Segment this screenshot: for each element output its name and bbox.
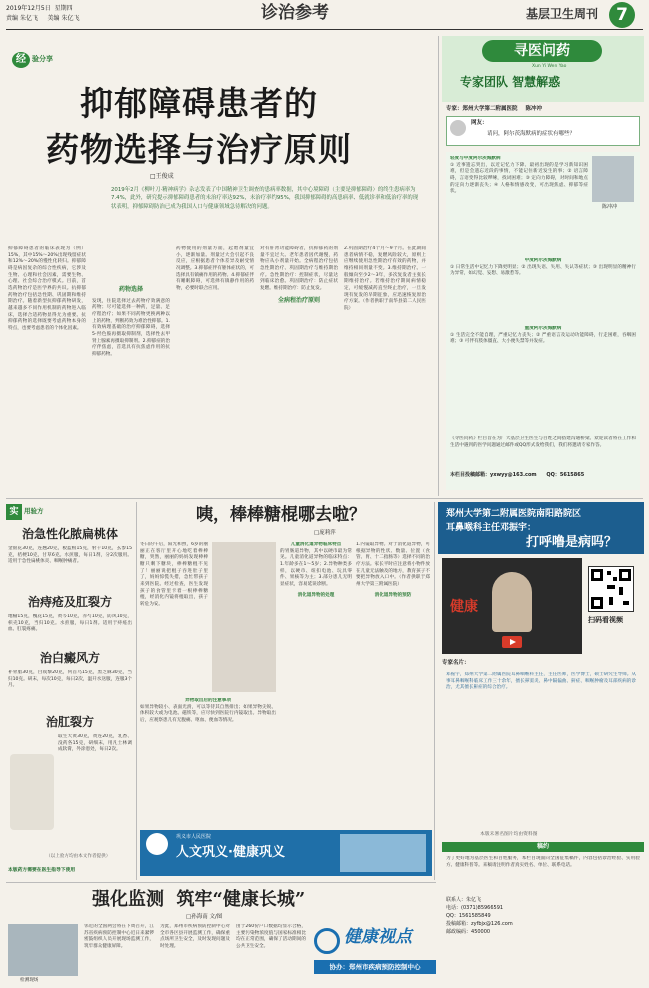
lollipop-col-3-text: 如果异物较小、表面光滑，可以等待其自然排出；如果异物尖锐、体积较大或为电池、磁铁等，应尽快到医院行内镜取出。异物取出后，应观察患儿有无腹痛、呕血、便血等情况。 [140, 704, 276, 723]
lollipop-col-2 [280, 542, 352, 822]
monitoring-col-3: 由于260份户口数据均显示合格，主要污染物浓度值与国家标准相比均在正常范围，确保了活动期间的公共卫生安全。 [236, 924, 306, 949]
ad-question: 打呼噜是病吗？ [526, 535, 618, 550]
mid-rule [6, 498, 643, 499]
qa-note: 《寻医问药》栏目旨在为广大基层卫生医生与百姓之间搭建沟通桥梁。欢迎读者将在工作和生活中遇到的医学问题通过邮件或QQ形式发给我们，我们将邀请专家作答。 [450, 436, 636, 448]
qa-answer-2 [450, 258, 636, 318]
qa-section [442, 36, 644, 498]
lead-intro: 2019年2月《柳叶刀·精神病学》杂志发表了中国精神卫生调查的患病率数据，其中心境障碍（主要是抑郁障碍）的终生患病率为7.4%，此外，研究提示抑郁障碍患者的未治疗率达92%，未治疗率约95%，我国抑郁障碍的高患病率、低就诊率和低治疗率的现状表明，抑郁障碍防治已成为我国人口与健康领域急待解决的问题。 [111, 187, 419, 210]
qa-question-box [446, 116, 640, 146]
lollipop-col-2-text: 的胃肠道异物，其中以硬币最为常见。儿童消化道异物的临床特点：1.年龄多在1～5岁；2.异物种类多样，以硬币、纽扣电池、玩具零件、果核等为主；3.部分患儿无明显症状，容易延误诊断。 [280, 548, 352, 587]
remedy-text-4: 取生大黄30克，黄连20克，乳香、没药各15克，研细末，用凡士林调成软膏，外涂患处，每日2次。 [58, 734, 132, 753]
lead-col-4 [260, 246, 338, 498]
lead-subhead-drug: 药物选择 [118, 286, 143, 293]
lollipop-subhead-4: 消化道异物的预防 [374, 592, 412, 598]
qa-expert [446, 106, 542, 113]
qa-answer-text: ① 近事遗忘突出，以近记忆力下降、最初出现的是学习新知识困难，但是会遗忘近段的事情，不能记住新近发生的事；② 语言障碍，言语变得比较啰嗦，找词困难；③ 定向力障碍，对时间和地点的定向力逐渐丧失；④ 人格和情感改变，可出现焦虑、抑郁等症状。 [450, 162, 588, 195]
play-icon[interactable] [502, 636, 522, 648]
qa-answer-3 [450, 326, 636, 386]
monitoring-article [6, 884, 438, 986]
monitoring-col-1: 邻近的全国两会将在下周召开，江苏省疾病预防控制中心近日来紧锣密鼓组织人员开展现场监测工作，筑牢群众健康屏障。 [84, 924, 154, 949]
submission-qq: 1561585849 [458, 913, 491, 919]
qa-brand-en: Xun Yi Wen Yao [532, 64, 567, 69]
ad-bottom-note: 本版未署名图片均由资料图 [480, 832, 538, 837]
qa-late-text: ① 生活完全不能自理，严重记忆力丧失；② 严重语言及运动功能障碍，行走困难，吞咽困难；③ 可伴有肢体僵直、大小便失禁等并发症。 [450, 332, 636, 345]
lead-article [6, 36, 436, 496]
lollipop-article [140, 502, 432, 830]
qa-severe-text: ① 日常生活中记忆力下降更明显；② 出现失语、失用、失认等症状；③ 出现明显的精神行为异常，如幻觉、妄想、易激惹等。 [450, 264, 636, 277]
qa-late-title: 重度阿尔茨海默病 [524, 326, 562, 331]
expert-photo-caption: 陈冲冲 [602, 204, 618, 210]
monitoring-col-2: 为此，郑州市疾病预防控制中心对全市各区县开展监测工作，确保重点场所卫生安全，及时发现问题及时处理。 [160, 924, 230, 949]
banner-photo [340, 834, 426, 872]
cdc-logo-icon [314, 928, 340, 954]
ad-hospital: 郑州大学第二附属医院南阳路院区 [446, 509, 582, 519]
submission-contacts [446, 896, 513, 936]
col-divider-2 [136, 502, 137, 880]
qq-row [446, 912, 513, 920]
doctor-portrait [492, 572, 532, 632]
lollipop-author: □庞莉萍 [314, 530, 336, 536]
paper-title: 基层卫生周刊 [526, 7, 599, 21]
email-row [446, 920, 513, 928]
lead-title-line1: 抑郁障碍患者的 [80, 84, 318, 123]
submission-text: 为了更好地为基层医生和百姓服务，本栏目现面向全国征集稿件，内容包括诊治经验、实用验方、健康科普等。来稿请注明作者真实姓名、单位、联系电话。 [446, 856, 640, 868]
monitoring-author: □孙海南 文/图 [186, 914, 223, 920]
qa-contact [450, 472, 636, 479]
cdc-sub: 协办：郑州市疾病预防控制中心 [314, 960, 436, 974]
qa-answer-heading: 轻度与中度阿尔茨海默病 [450, 156, 501, 161]
lead-tag-rest: 验分享 [32, 55, 53, 63]
lead-col-1: 抑郁障碍患者的临床表现为（例）15%，其中15%～20%出现残留症状和12%～20%的慢性化转归。抑郁障碍是病因复杂的综合性疾病，它涉及生物、心理和社会因素，需要生物、心理、社会综合治疗模式。目前，首选药物治疗是医学界的共识。抗抑郁药物治疗包括急性期、巩固期和维持期治疗。随着新型抗抑郁药物研发，越来越多不同作用机制的药物进入临床，选择合适药物显得尤为重要。抗抑郁药物的选择既要考虑药物本身的特点，也要考虑患者的个体化因素。 [8, 246, 86, 331]
phone-label: 电话： [446, 905, 462, 911]
section-title: 诊治参考 [261, 3, 329, 23]
zip-row [446, 928, 513, 936]
expert-photo [592, 156, 634, 202]
editor-name: 朱亿飞 [19, 15, 38, 22]
lead-col-2 [92, 246, 170, 498]
ad-expert-label: 专家名片： [442, 660, 470, 666]
col-divider-3 [434, 502, 435, 880]
header-date-block [6, 5, 73, 13]
header-rule [6, 29, 643, 30]
qa-answer-1 [450, 156, 588, 252]
lead-col-5: 2.巩固期治疗4个月～9个月。在此期间患者病情不稳，复燃风险较大，原则上应继续使用急性期治疗有效的药物，并维持相同剂量不变。3.维持期治疗。一般倾向至少2～3年，多次复发者主张长期维持治疗。若维持治疗期间病情稳定，可缓慢减药直至终止治疗，一旦发现有复发的早期征象，应迅速恢复原治疗方案。（作者供职于南华县第二人民医院） [344, 246, 426, 311]
ad-column: 耳鼻喉科主任邓振宇： [446, 523, 537, 533]
page-number-badge: 7 [609, 2, 635, 28]
submission-qq-label: QQ： [446, 913, 459, 919]
qa-email-label: 本栏目投稿邮箱： [450, 472, 491, 478]
lead-subhead-course: 全病程治疗原则 [277, 296, 320, 304]
qa-slogan: 专家团队 智慧解惑 [460, 75, 561, 89]
bottom-rule [6, 882, 436, 883]
column-divider [438, 36, 439, 496]
qa-expert-label: 专家：郑州大学第二附属医院 [446, 106, 518, 112]
lollipop-subhead-3: 异物取出后的注意事项 [185, 698, 231, 703]
monitoring-title-1: 强化监测 [92, 889, 164, 910]
designer-name: 朱亿飞 [61, 15, 80, 22]
header-weekday: 星期四 [54, 5, 73, 12]
lead-col-2-text: 发现，住院选择过去药物疗效满意的药物；尽可能选择一种药，足量、足疗程治疗；如果不同药物更换两种以上的药物，判断药效为难治性抑郁。1.有效病理基础的治疗抑郁障碍，选择5-羟色胺再摄取抑制剂，选择性去甲肾上腺素再摄取抑制剂。2.抑郁症的治疗伴焦虑，首选具有抗焦虑作用的抗抑郁药物。 [92, 298, 170, 357]
qa-severe-title: 中度阿尔茨海默病 [524, 258, 562, 263]
qa-qq-label: QQ： [546, 472, 560, 478]
remedy-title-1: 治急性化脓扁桃体 [21, 527, 118, 541]
submission-title: 稿约 [442, 842, 644, 852]
remedies-bottom-note: 本版药方需要在医生指导下使用 [8, 868, 76, 873]
lead-author: □王俊成 [150, 173, 174, 180]
remedies-section [6, 502, 134, 880]
lollipop-subhead-1: 儿童消化道异物临床特点 [290, 542, 342, 547]
qa-question-label: 网友： [471, 120, 488, 126]
remedy-title-3: 治白癜风方 [39, 651, 100, 665]
lollipop-col-4-text: 1.内镜取异物。对于消化道异物，可根据异物的性状、数量、位置（食管、胃、十二指肠等）选择不同的治疗方法。家长平时应注意将小物件放在儿童无法触及的地方，教育孩子不要把异物放入口中。（作者供职于郑州大学第三附属医院） [356, 542, 430, 587]
lead-col-4-text: 对有肝肾功能障碍者，抗抑郁药的剂量不宜过大。老年患者因代谢慢，药物应从小剂量开始。全病程治疗包括急性期治疗、巩固期治疗与维持期治疗。急性期治疗：控制症状，尽量达到临床治愈。巩固期治疗：防止症状复燃。维持期治疗：防止复发。 [260, 246, 338, 291]
lead-tag: 经 [12, 52, 30, 68]
header-date: 2019年12月5日 [6, 5, 51, 12]
monitoring-photo-caption: 检测现场 [20, 978, 39, 983]
gongyi-banner [140, 830, 432, 876]
remedies-tag-rest: 用验方 [24, 507, 44, 515]
zip-label: 邮政编码： [446, 929, 472, 935]
header-editor-block [6, 15, 79, 23]
phone-row [446, 904, 513, 912]
remedy-text-3: 补骨脂30克，白蒺藜20克，何首乌15克，黑芝麻30克，当归10克。研末，每次10克，每日2次，温开水送服，连服3个月。 [8, 670, 132, 689]
ad-brand: 健康 [450, 599, 478, 615]
qa-question: 请问，阿尔茨海默病的症状有哪些？ [487, 131, 576, 137]
hospital-logo-icon [146, 833, 168, 855]
qa-brand: 寻医问药 [482, 40, 602, 62]
qr-label: 扫码看视频 [588, 616, 623, 624]
zip-value: 450000 [471, 929, 491, 935]
remedy-text-2: 地榆15克，槐花15克，黄芩10克，赤芍10克，防风10克，枳壳10克，当归10克。水煎服，每日1剂。适用于痔疮出血、肛裂疼痛。 [8, 614, 132, 633]
monitoring-title-2: 筑牢“健康长城” [176, 889, 306, 910]
banner-brand-2: 健康巩义 [232, 845, 285, 860]
remedies-tag: 实 [6, 504, 22, 520]
qa-email: yxwyy@163.com [490, 472, 537, 478]
qa-expert-name: 陈冲冲 [525, 106, 542, 112]
designer-label: 美编 [47, 15, 60, 22]
banner-brand-1: 人文巩义 [176, 845, 229, 860]
lollipop-col-1: 冬日的午后，阳光和煦，6岁的丽丽正在客厅里开心地吃着棒棒糖，突然，丽丽的妈妈发现棒棒糖只剩下糖块，棒棒糖棍不见了！丽丽说把棍子吞进肚子里了，妈妈惊慌失措，急忙带孩子来到医院。经过检查，医生发现孩子的食管里卡着一根棒棒糖棍，经消化内镜将棍取出，孩子转危为安。 [140, 542, 208, 607]
ent-ad [438, 502, 644, 837]
lollipop-col-4 [356, 542, 430, 822]
herb-illustration [10, 754, 54, 830]
phone-value: (0371)85966591 [461, 905, 504, 911]
qr-code[interactable] [588, 566, 634, 612]
lollipop-col-3 [140, 698, 276, 792]
contact-label: 联系人： [446, 897, 467, 903]
lollipop-title: 咦，棒棒糖棍哪去啦？ [196, 505, 366, 525]
remedy-title-2: 治痔疮及肛裂方 [27, 595, 112, 609]
lead-title-line2: 药物选择与治疗原则 [46, 130, 352, 169]
lollipop-photo [212, 542, 276, 692]
editor-label: 责编 [6, 15, 19, 22]
lead-col-3: 药物使用的剂量方面，起始剂量宜小，逐渐加量。剂量过大会引起不良反应，应根据患者个体差异及耐受情况调整。3.抑郁症伴有躯体症状的，可选择具有镇痛作用的药物。4.抑郁症伴有睡眠障碍，可选择有镇静作用的药物，必要时联合应用。 [176, 246, 254, 291]
ad-video-thumbnail[interactable] [442, 558, 582, 654]
submission-email-label: 投稿邮箱： [446, 921, 472, 927]
monitoring-photo [8, 924, 78, 976]
cdc-brand: 健康视点 [344, 927, 412, 947]
ad-expert-text: 邓振宇，郑州大学第二附属医院耳鼻咽喉科主任，主任医师，医学博士，硕士研究生导师。从事耳鼻咽喉科临床工作三十余年，擅长鼻窦炎、鼻中隔偏曲、鼾症、咽喉肿瘤及耳部疾病的诊治，尤其擅长鼾症的综合治疗。 [446, 672, 636, 691]
contact-name: 朱亿飞 [466, 897, 482, 903]
remedies-footer: （以上验方均由本文作者提供） [46, 854, 111, 859]
remedy-title-4: 治肛裂方 [45, 715, 94, 729]
monitoring-title [92, 888, 305, 912]
submission-email: zyfbjx@126.com [471, 921, 513, 927]
banner-brand: 人文巩义·健康巩义 [176, 845, 285, 860]
user-avatar-icon [450, 120, 466, 136]
lollipop-subhead-2: 消化道异物的处理 [297, 592, 335, 598]
qa-qq: 5615865 [559, 472, 585, 478]
submission-box [442, 842, 644, 982]
remedy-text-1: 金银花30克，连翘20克，板蓝根15克，射干10克，玄参15克，桔梗10克，甘草6克。水煎服，每日1剂，分2次服用。适用于急性扁桃体炎、咽喉肿痛者。 [8, 546, 132, 565]
banner-hospital: 巩义市人民医院 [176, 834, 212, 840]
contact-row [446, 896, 513, 904]
cdc-logo-block [312, 924, 436, 980]
